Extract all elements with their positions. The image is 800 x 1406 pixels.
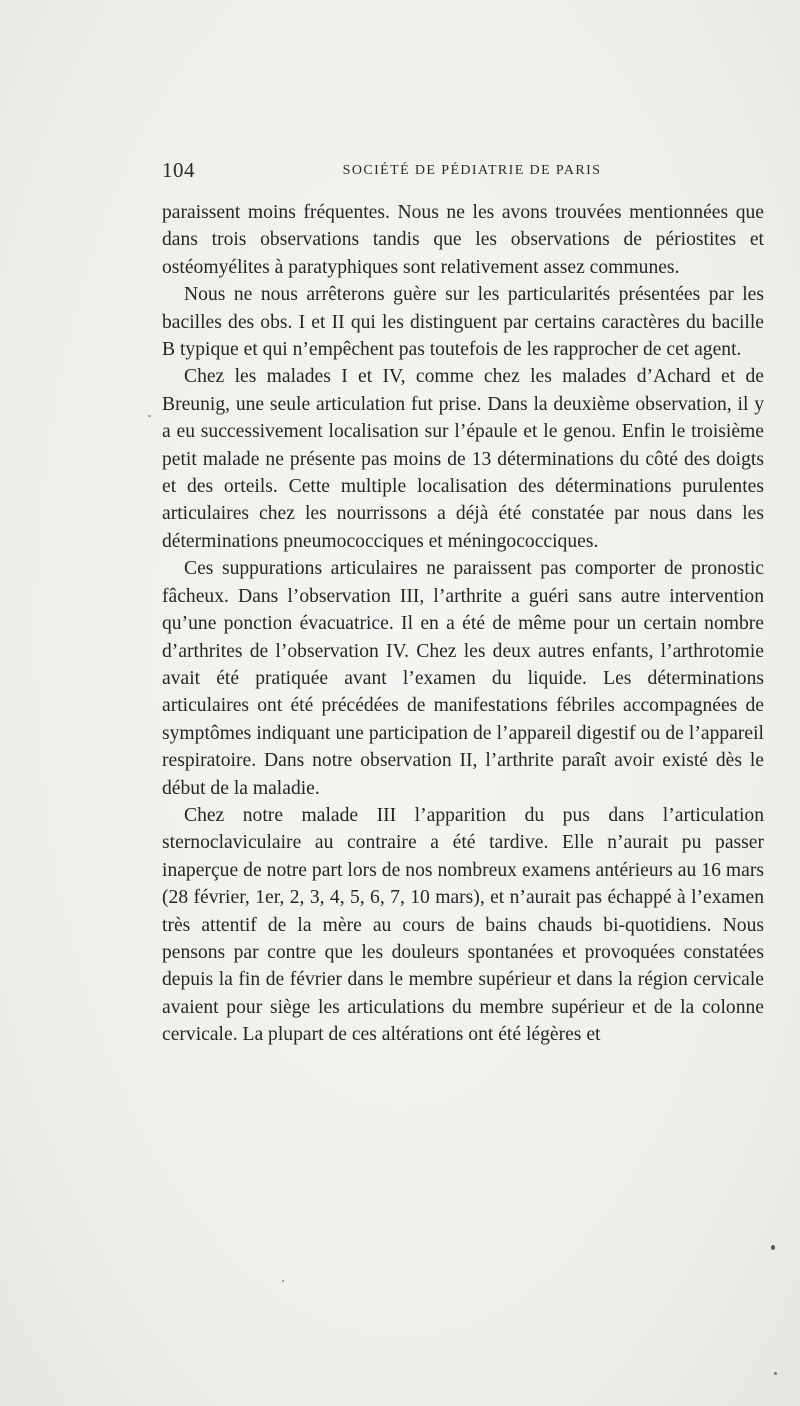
print-speck bbox=[282, 1280, 284, 1282]
print-speck bbox=[771, 1245, 775, 1250]
page-header bbox=[162, 158, 764, 188]
body-text bbox=[162, 199, 764, 1049]
page-number: 104 bbox=[162, 158, 195, 182]
paragraph-continuation: paraissent moins fréquentes. Nous ne les avons trouvées mentionnées que dans trois observations tandis que les observations de périostites et ostéomyélites à paratyphiques sont relativement assez communes. bbox=[162, 202, 764, 278]
print-speck bbox=[774, 1372, 777, 1375]
paragraph: Ces suppurations articulaires ne paraissent pas comporter de pronostic fâcheux. Dans l’observation III, l’arthrite a guéri sans autre intervention qu’une ponction évacuatrice. Il en a été de même pour un certain nombre d’arthrites de l’observation IV. Chez les deux autres enfants, l’arthrotomie avait été pratiquée avant l’examen du liquide. Les déterminations articulaires ont été précédées de manifestations fébriles accompagnées de symptômes indiquant une participation de l’appareil digestif ou de l’appareil respiratoire. Dans notre observation II, l’arthrite paraît avoir existé dès le début de la maladie. bbox=[162, 558, 764, 799]
paragraph: Nous ne nous arrêterons guère sur les particularités présentées par les bacilles des obs. I et II qui les distinguent par certains caractères du bacille B typique et qui n’empêchent pas toutefois de les rapprocher de cet agent. bbox=[162, 284, 764, 361]
paragraph: Chez notre malade III l’apparition du pus dans l’articulation sternoclaviculaire au contraire a été tardive. Elle n’aurait pu passer inaperçue de notre part lors de nos nombreux examens antérieurs au 16 mars (28 février, 1er, 2, 3, 4, 5, 6, 7, 10 mars), et n’aurait pas échappé à l’examen très attentif de la mère au cours de bains chauds bi-quotidiens. Nous pensons par contre que les douleurs spontanées et provoquées constatées depuis la fin de février dans le membre supérieur et dans la région cervicale avaient pour siège les articulations du membre supérieur et de la colonne cervicale. La plupart de ces altérations ont été légères et bbox=[162, 804, 764, 1046]
running-title: SOCIÉTÉ DE PÉDIATRIE DE PARIS bbox=[342, 163, 602, 178]
paragraph: Chez les malades I et IV, comme chez les malades d’Achard et de Breunig, une seule articulation fut prise. Dans la deuxième observation, il y a eu successivement localisation sur l’épaule et le genou. Enfin le troisième petit malade ne présente pas moins de 13 déterminations du côté des doigts et des orteils. Cette multiple localisation des déterminations purulentes articulaires chez les nourrissons a déjà été constatée par nous dans les déterminations pneumococciques et méningococciques. bbox=[162, 366, 764, 552]
print-speck bbox=[148, 415, 151, 417]
